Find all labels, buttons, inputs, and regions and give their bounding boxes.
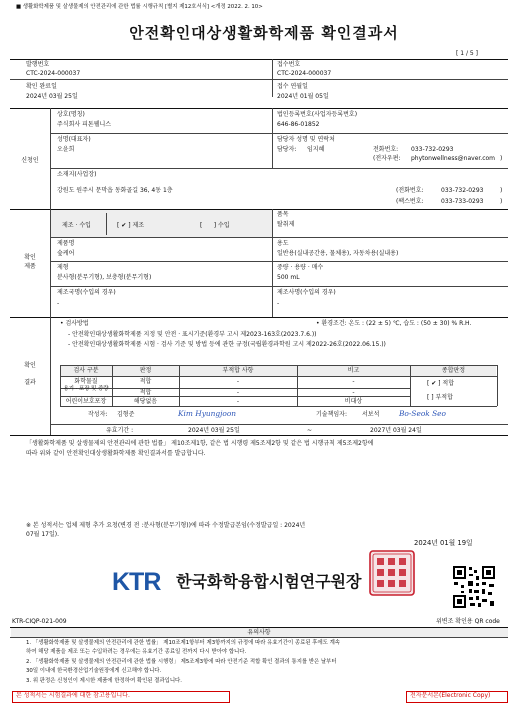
issue-no-label: 발행번호 — [26, 61, 50, 68]
confirm-date: 2024년 03월 25일 — [26, 93, 78, 100]
company-label: 상호(명칭) — [57, 111, 85, 118]
use-label: 용도 — [277, 240, 289, 247]
method-2: - 안전확인대상생활화학제품 시험 · 검사 기준 및 방법 등에 관한 규정(국립환경과학원 고시 제2022-26호(2022.06.15.)) — [68, 341, 386, 348]
th-nonconformity: 부적합 사항 — [222, 367, 254, 374]
maker-value: - — [277, 300, 280, 307]
maker-label: 제조사명(수입의 경우) — [277, 289, 336, 296]
caution-line-1: 1. 「생활화학제품 및 살생물제의 안전관리에 관한 법률」 제10조제1항부터 제3항까지의 규정에 따라 유효기간이 종료된 후에도 계속 — [26, 640, 341, 646]
footer-reference-note: 본 성적서는 시험결과에 대한 참고용입니다. — [16, 692, 130, 699]
revision-note-2: 07월 17일). — [26, 531, 60, 538]
phone-value: 033-732-0293 — [411, 146, 454, 153]
item-value: 탈취제 — [277, 221, 295, 228]
check-icon: ✔ — [121, 222, 127, 229]
email-value: phytonwellness@naver.com — [411, 155, 496, 162]
table-row-0-judgement: 적합 — [139, 378, 152, 385]
tech-manager-name: 서보석 — [362, 411, 380, 418]
applicant-section-label: 신청인 — [21, 157, 39, 164]
manager-name: 임지혜 — [307, 146, 325, 153]
tel-label: (전화번호: — [396, 187, 424, 194]
fax-value: 033-733-0293 — [441, 198, 484, 205]
caution-line-4: 30일 이내에 한국환경산업기술원장에게 신고해야 합니다. — [26, 668, 162, 674]
product-section-label-2: 제품 — [24, 263, 36, 270]
revision-note-1: ※ 본 성적서는 업체 제형 추가 요청(변경 전 :분사형(분무기형))에 따라 수정발급본임(수정발급일 : 2024년 — [26, 522, 306, 529]
form-label: 제형 — [57, 264, 69, 271]
th-judgement: 판정 — [139, 367, 152, 374]
institute-name: 한국화학융합시험연구원장 — [176, 572, 362, 591]
tech-manager-label: 기술책임자: — [316, 411, 348, 418]
footer-electronic-copy: 전자문서본(Electronic Copy) — [410, 692, 491, 699]
table-row-0-nonconformity: - — [236, 378, 240, 385]
ceo-name: 오윤희 — [57, 146, 75, 153]
regulation-note: ■ 생활화학제품 및 살생물제의 안전관리에 관한 법률 시행규칙 [별지 제12호서식] <개정 2022. 2. 10> — [16, 4, 263, 10]
receipt-no-label: 접수번호 — [277, 61, 301, 68]
statement-line-2: 따라 위와 같이 안전확인대상생활화학제품 확인결과서를 발급합니다. — [26, 450, 206, 457]
caution-line-3: 2. 「생활화학제품 및 살생물제의 안전관리에 관한 법률 시행령」 제5조제3항에 따라 안전기준 적합 확인 결과의 통지를 받은 날부터 — [26, 659, 337, 665]
doc-code: KTR-CIQP-021-009 — [12, 618, 67, 625]
tech-manager-signature: Bo-Seok Seo — [399, 409, 446, 418]
email-label: (전자우편: — [373, 155, 401, 162]
statement-line-1: 「생활화학제품 및 살생물제의 안전관리에 관한 법률」 제10조제1항, 같은 법 시행령 제5조제2항 및 같은 법 시행규칙 제5조제2항에 — [26, 440, 374, 447]
import-option: [ ] 수입 — [200, 222, 230, 229]
manager-prefix: 담당자: — [277, 146, 297, 153]
caution-title: 유의사항 — [247, 629, 271, 636]
manager-label: 담당자 성명 및 연락처 — [277, 136, 335, 143]
issue-no: CTC-2024-000037 — [26, 70, 81, 77]
overall-fail: [ ] 부적합 — [427, 394, 453, 401]
table-row-1-nonconformity: - — [236, 389, 240, 396]
table-row-2-category: 어린이보호포장 — [65, 398, 107, 405]
page-indicator: [ 1 / 5 ] — [456, 50, 478, 57]
result-section-label-1: 확인 — [24, 362, 36, 369]
table-row-0-category: 화학물질 — [74, 378, 98, 385]
th-overall: 종합판정 — [441, 367, 466, 374]
result-section-label-2: 결과 — [24, 379, 36, 386]
item-label: 품목 — [277, 211, 289, 218]
table-row-2-judgement: 해당없음 — [133, 398, 158, 405]
table-row-1-remark: - — [352, 389, 355, 396]
biz-no: 646-86-01852 — [277, 121, 320, 128]
validity-from: 2024년 03월 25일 — [188, 427, 240, 434]
manufacture-option: [ ✔ ] 제조 — [117, 222, 145, 229]
confirm-date-label: 확인 완료일 — [26, 83, 57, 90]
table-row-1-judgement: 적합 — [139, 389, 152, 396]
official-seal — [369, 550, 415, 596]
weight-label: 중량 · 용량 · 매수 — [277, 264, 324, 271]
env-condition: • 환경조건: 온도 : (22 ± 5) ℃, 습도 : (50 ± 30) % R.H. — [316, 320, 472, 327]
method-title: • 검사방법 — [60, 320, 89, 327]
caution-line-5: 3. 위 판정은 신청인이 제시한 제품에 한정하여 확인된 결과입니다. — [26, 678, 182, 684]
address: 강원도 원주시 문막읍 동화골길 36, 4동 1층 — [57, 187, 173, 194]
fax-label: (팩스번호: — [396, 198, 424, 205]
table-row-0-remark: - — [352, 378, 355, 385]
receipt-date: 2024년 01월 05일 — [277, 93, 329, 100]
sign-date: 2024년 01월 19일 — [414, 539, 473, 547]
ktr-logo: KTR — [112, 568, 161, 596]
form-value: 분사형(분무기형), 보충형(분무기형) — [57, 274, 152, 281]
caution-line-2: 하여 해당 제품을 제조 또는 수입하려는 경우에는 유효기간 종료일 전까지 다시 받아야 합니다. — [26, 649, 247, 655]
qr-label: 위변조 확인용 QR code — [436, 618, 500, 625]
overall-pass: [ ✔ ] 적합 — [427, 380, 455, 387]
table-row-2-nonconformity: - — [236, 398, 240, 405]
company-name: 주식회사 피톤웰니스 — [57, 121, 112, 128]
weight-value: 500 mL — [277, 274, 300, 281]
table-row-2-remark: 비대상 — [344, 398, 363, 405]
qr-code[interactable] — [452, 565, 496, 609]
method-1: - 안전확인대상생활화학제품 지정 및 안전 · 표시기준(환경부 고시 제2023-163호(2023.7.6.)) — [68, 331, 317, 338]
th-category: 검사 구분 — [73, 367, 99, 374]
address-label: 소재지(사업장) — [57, 171, 97, 178]
receipt-date-label: 접수 연월일 — [277, 83, 308, 90]
email-close: ) — [500, 155, 503, 162]
biz-no-label: 법인등록번호(사업자등록번호) — [277, 111, 358, 118]
tel-value: 033-732-0293 — [441, 187, 484, 194]
author-label: 작성자: — [88, 411, 108, 418]
page-title: 안전확인대상생활화학제품 확인결과서 — [129, 24, 399, 42]
origin-value: - — [57, 300, 60, 307]
th-remark: 비고 — [347, 367, 360, 374]
author-signature: Kim Hyungjoon — [178, 409, 237, 418]
phone-label: 전화번호: — [373, 146, 399, 153]
use-value: 일반용(실내공간용, 물체용), 자동차용(실내용) — [277, 250, 399, 257]
author-name: 김형준 — [117, 411, 135, 418]
origin-label: 제조국명(수입의 경우) — [57, 289, 116, 296]
table-row-1-category: 용기 · 포장 및 중량 — [63, 386, 109, 392]
receipt-no: CTC-2024-000037 — [277, 70, 332, 77]
product-name: 숲케어 — [57, 250, 75, 257]
product-name-label: 제품명 — [57, 240, 75, 247]
validity-label: 유효기간 : — [106, 427, 134, 434]
product-section-label-1: 확인 — [24, 254, 36, 261]
ceo-label: 성명(대표자) — [57, 136, 91, 143]
validity-to: 2027년 03월 24일 — [370, 427, 422, 434]
manufacture-label: 제조 · 수입 — [62, 222, 91, 229]
validity-tilde: ~ — [307, 427, 313, 434]
